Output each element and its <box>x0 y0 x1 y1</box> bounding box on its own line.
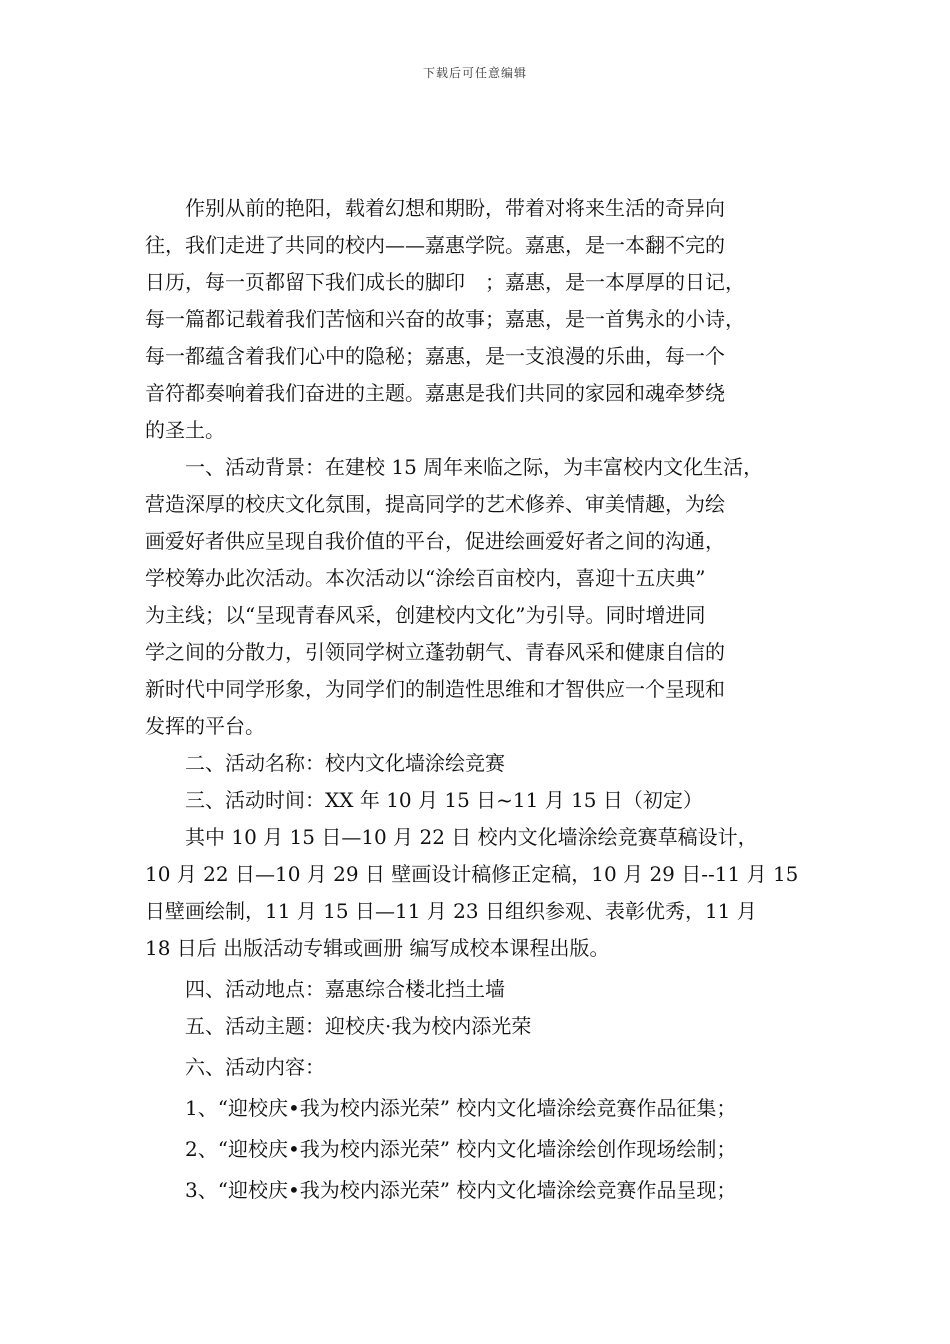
body-line: 作别从前的艳阳，载着幻想和期盼，带着对将来生活的奇异向 <box>145 196 725 220</box>
body-line: 2、“迎校庆•我为校内添光荣” 校内文化墙涂绘创作现场绘制； <box>145 1137 737 1161</box>
body-line: 日壁画绘制，11 月 15 日—11 月 23 日组织参观、表彰优秀，11 月 <box>145 899 757 923</box>
body-line: 1、“迎校庆•我为校内添光荣” 校内文化墙涂绘竞赛作品征集； <box>145 1096 737 1120</box>
body-line: 18 日后 出版活动专辑或画册 编写成校本课程出版。 <box>145 936 610 960</box>
body-line: 3、“迎校庆•我为校内添光荣” 校内文化墙涂绘竞赛作品呈现； <box>145 1178 737 1202</box>
body-line: 每一篇都记载着我们苦恼和兴奋的故事；嘉惠，是一首隽永的小诗， <box>145 307 745 331</box>
page-header: 下载后可任意编辑 <box>422 66 527 80</box>
body-line: 往，我们走进了共同的校内——嘉惠学院。嘉惠，是一本翻不完的 <box>145 233 725 257</box>
body-line: 其中 10 月 15 日—10 月 22 日 校内文化墙涂绘竞赛草稿设计， <box>145 825 758 849</box>
body-line: 四、活动地点：嘉惠综合楼北挡土墙 <box>145 977 505 1001</box>
body-line: 六、活动内容： <box>145 1055 325 1079</box>
body-line: 学之间的分散力，引领同学树立蓬勃朝气、青春风采和健康自信的 <box>145 640 725 664</box>
body-line: 音符都奏响着我们奋进的主题。嘉惠是我们共同的家园和魂牵梦绕 <box>145 381 725 405</box>
body-line: 五、活动主题：迎校庆·我为校内添光荣 <box>145 1014 532 1038</box>
body-line: 营造深厚的校庆文化氛围，提高同学的艺术修养、审美情趣，为绘 <box>145 492 725 516</box>
body-line: 日历，每一页都留下我们成长的脚印 ；嘉惠，是一本厚厚的日记， <box>145 270 745 294</box>
body-line: 一、活动背景：在建校 15 周年来临之际，为丰富校内文化生活， <box>145 455 764 479</box>
body-line: 10 月 22 日—10 月 29 日 壁画设计稿修正定稿，10 月 29 日--11 月 15 <box>145 862 799 886</box>
body-line: 学校筹办此次活动。本次活动以“涂绘百亩校内，喜迎十五庆典” <box>145 566 706 590</box>
body-line: 发挥的平台。 <box>145 714 265 738</box>
body-line: 每一都蕴含着我们心中的隐秘；嘉惠，是一支浪漫的乐曲，每一个 <box>145 344 725 368</box>
body-line: 为主线；以“呈现青春风采，创建校内文化”为引导。同时增进同 <box>145 603 706 627</box>
body-line: 的圣土。 <box>145 418 225 442</box>
body-line: 三、活动时间：XX 年 10 月 15 日~11 月 15 日（初定） <box>145 788 703 812</box>
body-line: 二、活动名称：校内文化墙涂绘竞赛 <box>145 751 505 775</box>
body-line: 画爱好者供应呈现自我价值的平台，促进绘画爱好者之间的沟通， <box>145 529 725 553</box>
document-body <box>145 190 815 1209</box>
body-line: 新时代中同学形象，为同学们的制造性思维和才智供应一个呈现和 <box>145 677 725 701</box>
